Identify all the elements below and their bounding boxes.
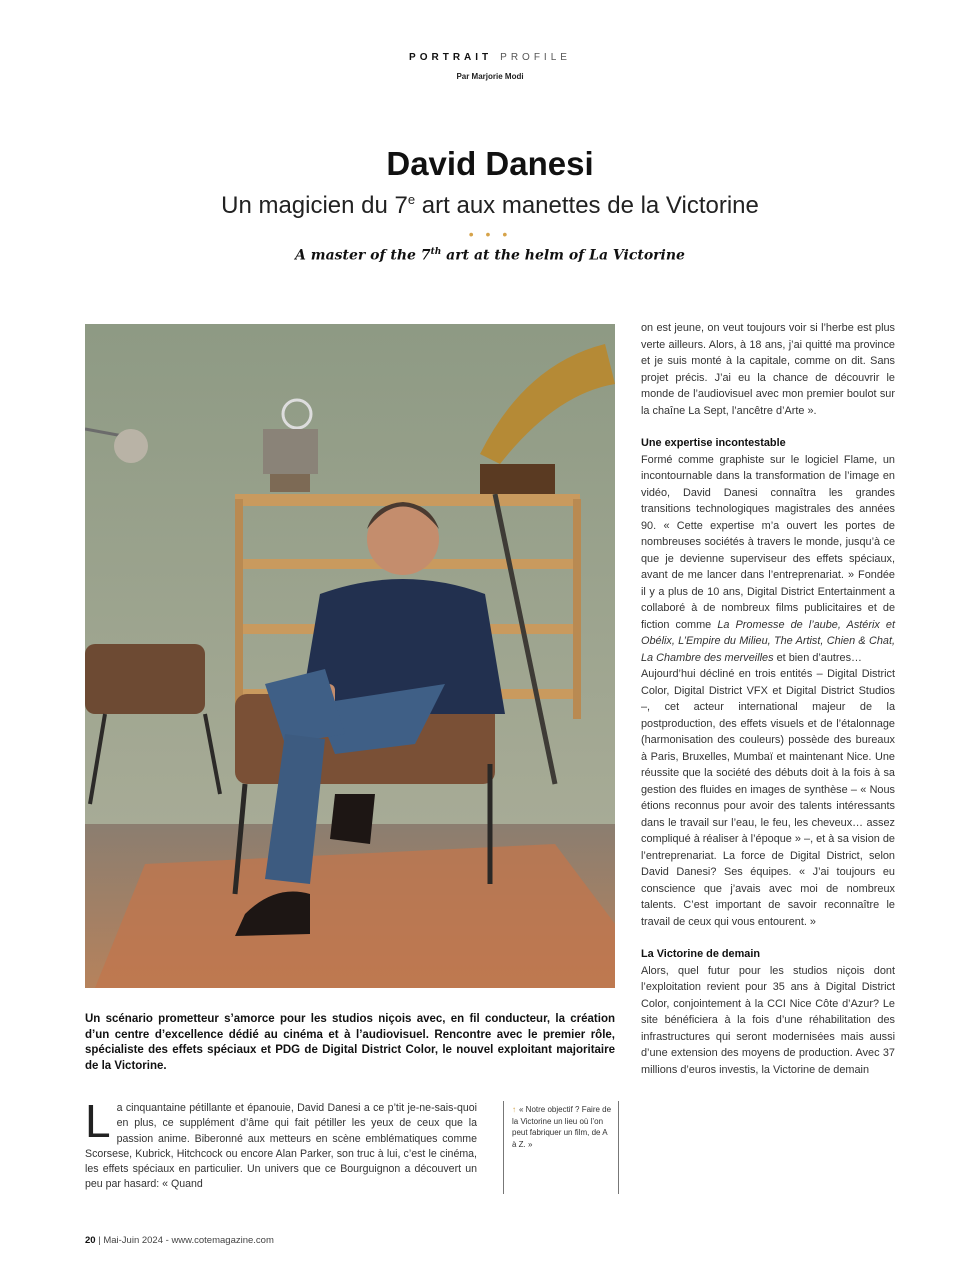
footer-separator: |	[98, 1235, 101, 1246]
english-title-part: art at the helm of La Victorine	[441, 247, 685, 264]
body-left-text: a cinquantaine pétillante et épanouie, David Danesi a ce p’tit je-ne-sais-quoi en plus, ce supplément d’âme qui fait pétiller les yeux de ceux que la passion anime. Biberonné aux metteurs en scène emblématiques comme Scorsese, Kubrick, Hitchcock ou encore Alan Parker, son truc à lui, c’est le cinéma, les effets spéciaux en particulier. Un univers que ce Bourguignon a découvert un peu par hasard: « Quand	[85, 1102, 477, 1191]
page-footer	[85, 1235, 274, 1246]
paragraph-text: et bien d’autres…	[773, 651, 862, 664]
decorative-dots: • • •	[468, 226, 512, 242]
english-title-part: A master of the 7	[295, 247, 431, 264]
body-column-right	[641, 320, 895, 1078]
issue-info: Mai-Juin 2024 - www.cotemagazine.com	[103, 1235, 274, 1246]
subtitle-sup: e	[407, 192, 416, 207]
section-kicker	[0, 52, 980, 63]
paragraph	[641, 452, 895, 667]
film-titles: La Promesse de l’aube, Astérix et Obélix, L’Empire du Milieu, The Artist, Chien & Chat, La Chambre des merveilles	[641, 618, 895, 664]
byline: Par Marjorie Modi	[456, 72, 524, 81]
article-lead: Un scénario prometteur s’amorce pour les studios niçois avec, en fil conducteur, la création d’un centre d’excellence dédié au cinéma et à l’audiovisuel. Rencontre avec le premier rôle, spécialiste des effets spéciaux et PDG de Digital District Color, le nouvel exploitant majoritaire de la Victorine.	[85, 1013, 615, 1072]
kicker-primary: PORTRAIT	[409, 52, 493, 63]
subheading: Une expertise incontestable	[641, 437, 786, 449]
subtitle-part: art aux manettes de la Victorine	[415, 192, 759, 219]
subheading: La Victorine de demain	[641, 948, 761, 960]
pull-quote-text: « Notre objectif ? Faire de la Victorine un lieu où l’on peut fabriquer un film, de A à Z. »	[512, 1105, 612, 1149]
page-number: 20	[85, 1235, 96, 1246]
paragraph-text: Formé comme graphiste sur le logiciel Flame, un incontournable dans la transformation de l’image en vidéo, David Danesi connaîtra les grandes transitions technologiques magistrales des années 90. « Cette expertise m’a ouvert les portes de nombreuses sociétés à travers le monde, jusqu’à ce que je devienne superviseur des effets spéciaux, avant de me lancer dans l’entreprenariat. » Fondée il y a plus de 10 ans, Digital District Entertainment a collaboré à de nombreux films publicitaires et de fiction comme	[641, 453, 895, 631]
portrait-photo	[85, 324, 615, 988]
subtitle-part: Un magicien du 7	[221, 192, 408, 219]
paragraph: on est jeune, on veut toujours voir si l’herbe est plus verte ailleurs. Alors, à 18 ans, j’ai quitté ma province et je suis monté à la capitale, comme on dit. Sans projet précis. J’ai eu la chance de découvrir le monde de l’audiovisuel avec mon premier boulot sur la chaîne La Sept, l’ancêtre d’Arte ».	[641, 322, 895, 417]
article-subtitle	[0, 192, 980, 220]
arrow-up-icon: ↑	[512, 1105, 516, 1114]
article-title: David Danesi	[386, 145, 594, 182]
drop-cap: L	[85, 1095, 111, 1147]
pull-quote	[503, 1101, 619, 1194]
english-title	[0, 247, 980, 264]
paragraph: Alors, quel futur pour les studios niçois dont l’exploitation revient pour 35 ans à Digital District Color, conjointement à la CCI Nice Côte d’Azur? Le site bénéficiera à la fois d’une réhabilitation des infrastructures qui seront modernisées mais aussi d’une extension des moyens de production. Avec 37 millions d’euros investis, la Victorine de demain	[641, 964, 895, 1076]
kicker-secondary: PROFILE	[500, 52, 571, 63]
body-column-left	[85, 1095, 477, 1193]
paragraph: Aujourd’hui décliné en trois entités – Digital District Color, Digital District VFX et Digital District Studios –, cet acteur international majeur de la postproduction, des effets visuels et de l’étalonnage (harmonisation des couleurs) possède des bureaux à Paris, Bruxelles, Mumbaï et maintenant Nice. Une réussite que la société des débuts doit à la fois à sa gestion des fluides en images de synthèse – « Nous étions reconnus pour avoir des talents intéressants dans le travail sur l’eau, le feu, les cheveux… assez compliqué à réaliser à l’époque » –, et à sa vision de l’entreprenariat. La force de Digital District, selon David Danesi? Ses équipes. « J’ai toujours eu conscience que j’avais avec moi de nombreux talents. C’est important de savoir reconnaître le travail de ceux qui vous entourent. »	[641, 668, 895, 928]
english-title-sup: th	[430, 247, 442, 257]
